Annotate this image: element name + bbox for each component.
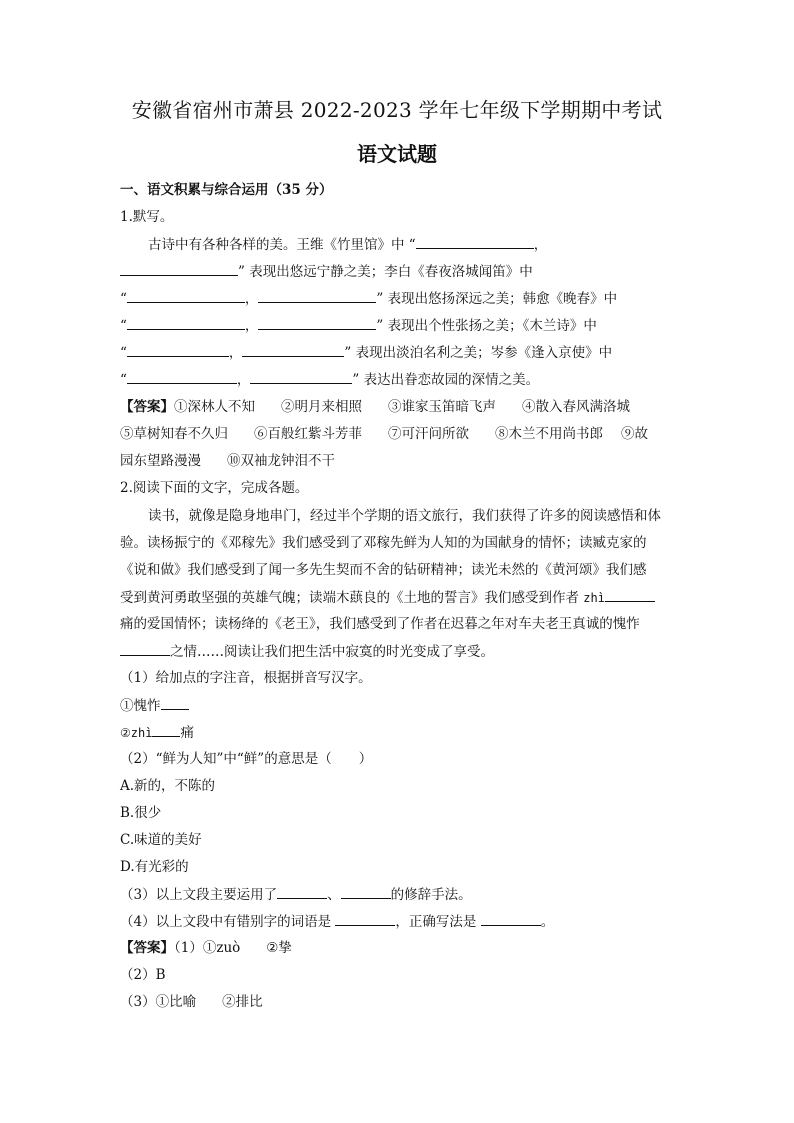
- fill-blank-5[interactable]: [127, 315, 245, 330]
- fill-blank-10[interactable]: [250, 369, 352, 384]
- q1-answer-line-1: 【答案】①深林人不知 ②明月来相照 ③谁家玉笛暗飞声 ④散入春风满洛城: [120, 399, 630, 415]
- q2-sub1-item-a: ①愧怍: [120, 695, 680, 716]
- fill-blank-8[interactable]: [242, 342, 344, 357]
- fill-blank-sub4-b[interactable]: [481, 911, 541, 926]
- q2-label: 2.阅读下面的文字，完成各题。: [120, 480, 309, 496]
- document-title: 安徽省宿州市萧县 2022-2023 学年七年级下学期期中考试: [131, 98, 663, 122]
- q2-sub2: （2）“鲜为人知”中“鲜”的意思是（ ）: [120, 751, 373, 767]
- option-b[interactable]: B.很少: [120, 805, 162, 821]
- fill-blank-sub4-a[interactable]: [335, 911, 395, 926]
- q2-paragraph-line-1: 读书，就像是隐身地串门，经过半个学期的语文旅行，我们获得了许多的阅读感悟和体: [148, 508, 661, 524]
- q2-paragraph-line-2: 验。读杨振宁的《邓稼先》我们感受到了邓稼先鲜为人知的为国献身的情怀；读臧克家的: [120, 535, 647, 551]
- q2-answer-line-2: （2）B: [120, 967, 166, 983]
- q2-answer-line-3: （3）①比喻 ②排比: [120, 994, 263, 1010]
- q1-line-5: “ ， ” 表现出淡泊名利之美；岑参《逢入京使》中: [120, 342, 680, 363]
- option-c[interactable]: C.味道的美好: [120, 832, 202, 848]
- q2-paragraph-line-5: 痛的爱国情怀；读杨绛的《老王》，我们感受到了作者在迟暮之年对车夫老王真诚的愧怍: [120, 616, 640, 632]
- q1-label: 1.默写。: [120, 209, 174, 225]
- q1-line-6: “ ， ” 表达出眷恋故园的深情之美。: [120, 369, 680, 390]
- option-a[interactable]: A.新的，不陈的: [120, 778, 216, 794]
- section-heading: 一、语文积累与综合运用（35 分）: [120, 182, 333, 198]
- fill-blank-sub3-a[interactable]: [277, 884, 327, 899]
- q2-sub1: （1）给加点的字注音，根据拼音写汉字。: [120, 670, 372, 686]
- fill-blank-7[interactable]: [127, 342, 229, 357]
- q1-line-3: “ ， ” 表现出悠扬深远之美；韩愈《晚春》中: [120, 288, 680, 309]
- q1-line-2: ” 表现出悠远宁静之美；李白《春夜洛城闻笛》中: [120, 261, 680, 282]
- fill-blank-pinyin[interactable]: [605, 587, 655, 602]
- q2-sub3: （3）以上文段主要运用了 、 的修辞手法。: [120, 884, 680, 905]
- fill-blank-sub3-b[interactable]: [341, 884, 391, 899]
- q2-sub1-item-b: ②zhì 痛: [120, 722, 680, 743]
- q1-line-1: 古诗中有各种各样的美。王维《竹里馆》中 “ ，: [148, 234, 678, 255]
- q1-line-4: “ ， ” 表现出个性张扬之美；《木兰诗》中: [120, 315, 680, 336]
- fill-blank-1[interactable]: [416, 234, 534, 249]
- q2-sub4: （4）以上文段中有错别字的词语是 ，正确写法是 。: [120, 911, 680, 932]
- fill-blank-9[interactable]: [127, 369, 237, 384]
- option-d[interactable]: D.有光彩的: [120, 859, 189, 875]
- fill-blank-4[interactable]: [258, 288, 376, 303]
- q2-paragraph-line-3: 《说和做》我们感受到了闻一多先生契而不舍的钻研精神；读光未然的《黄河颂》我们感: [120, 562, 647, 578]
- q2-answer-line-1: 【答案】（1）①zuò ②挚: [120, 940, 292, 956]
- q2-paragraph-line-6: 之情……阅读让我们把生活中寂寞的时光变成了享受。: [120, 641, 680, 662]
- q1-answer-line-3: 园东望路漫漫 ⑩双袖龙钟泪不干: [120, 453, 335, 469]
- fill-blank-6[interactable]: [258, 315, 376, 330]
- fill-blank-character[interactable]: [120, 641, 170, 656]
- q1-answer-line-2: ⑤草树知春不久归 ⑥百般红紫斗芳菲 ⑦可汗问所欲 ⑧木兰不用尚书郎 ⑨故: [120, 426, 648, 442]
- document-subtitle: 语文试题: [357, 142, 437, 166]
- fill-blank-2[interactable]: [120, 261, 238, 276]
- fill-blank-sub1-b[interactable]: [152, 722, 180, 737]
- fill-blank-3[interactable]: [127, 288, 245, 303]
- fill-blank-sub1-a[interactable]: [161, 695, 189, 710]
- q2-paragraph-line-4: 受到黄河勇敢坚强的英雄气魄；读端木蕻良的《土地的誓言》我们感受到作者 zhì: [120, 587, 680, 608]
